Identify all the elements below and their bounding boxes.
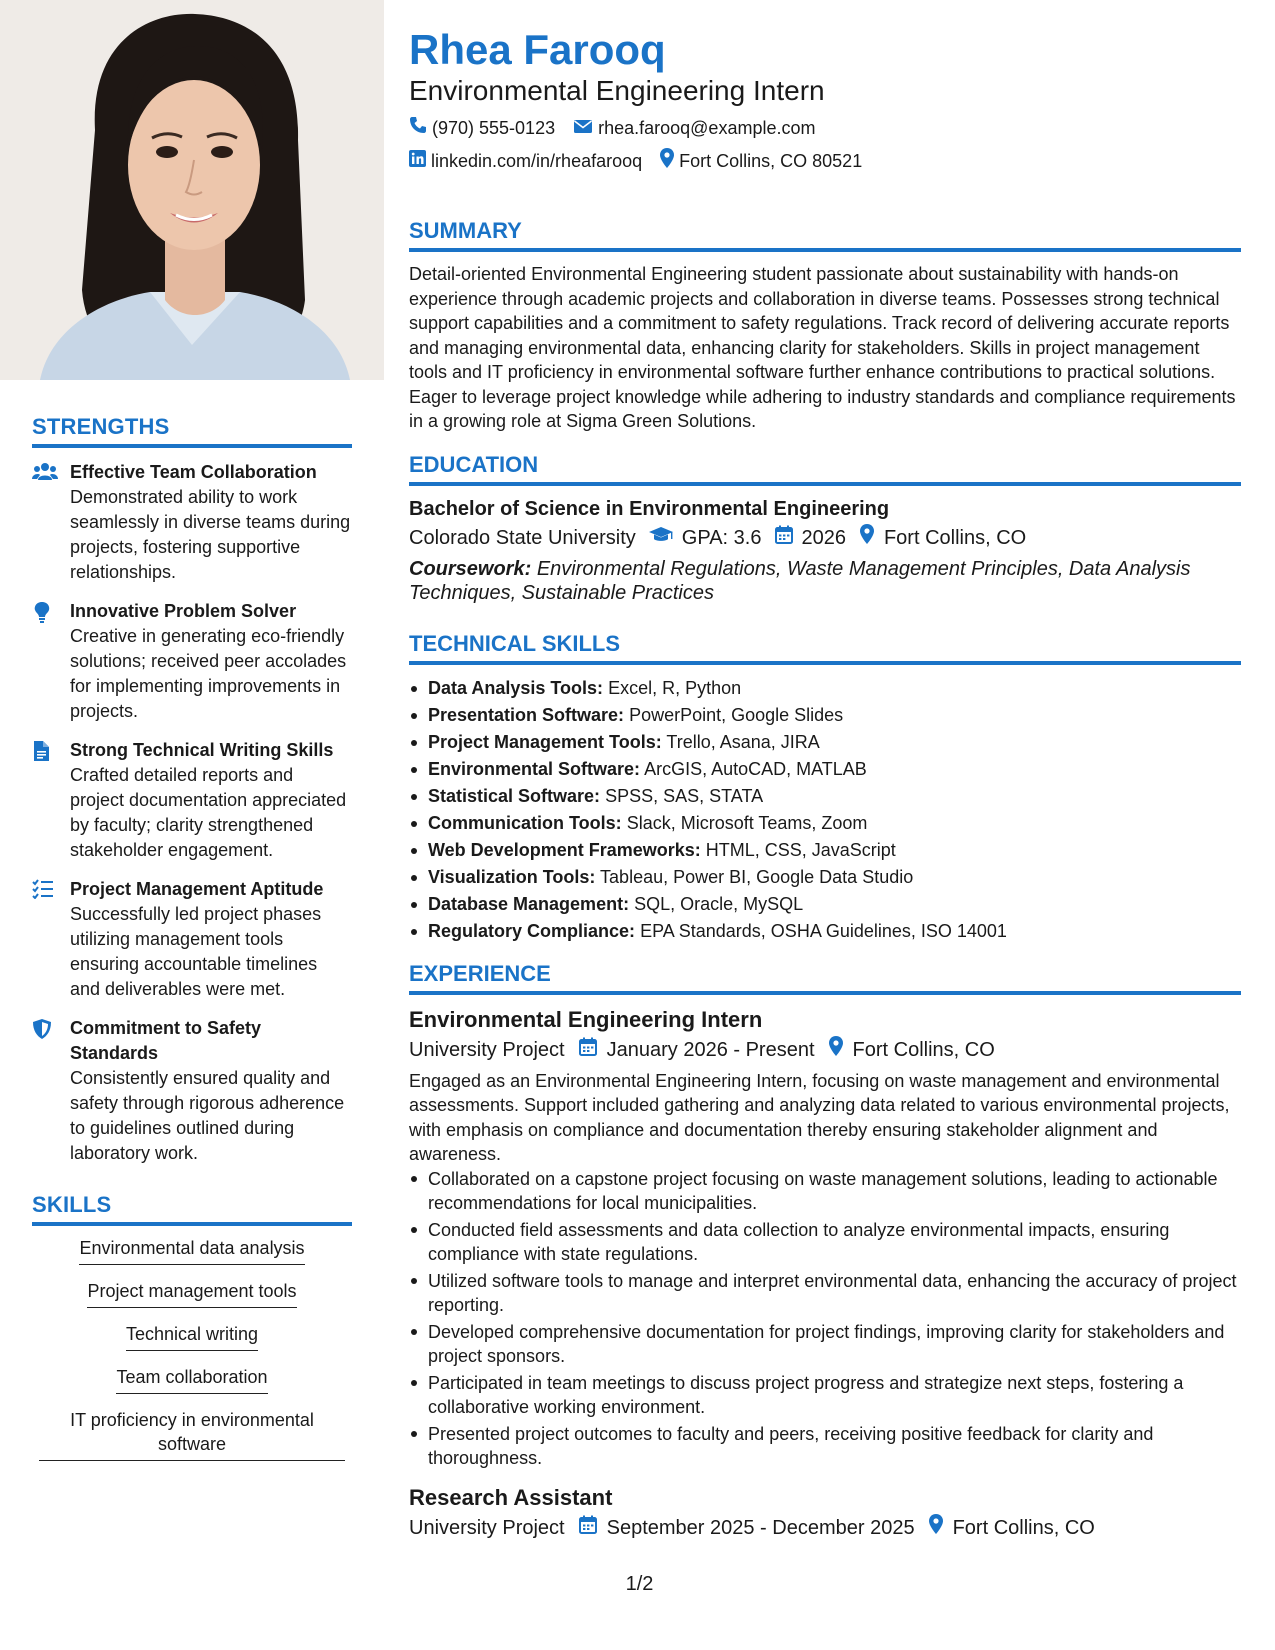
skill-values: SQL, Oracle, MySQL (634, 893, 804, 914)
skill-category: Regulatory Compliance: (428, 920, 636, 941)
list-item (409, 675, 1241, 702)
job-entry (409, 1005, 1241, 1471)
list-item: Participated in team meetings to discuss project progress and strategize next steps, fostering a collaborative working environment. (409, 1371, 1241, 1420)
strength-description: Crafted detailed reports and project documentation appreciated by faculty; clarity strengthened stakeholder engagement. (70, 765, 347, 860)
skill-values: Tableau, Power BI, Google Data Studio (600, 866, 914, 887)
technical-skills-divider (409, 661, 1241, 665)
list-item: Collaborated on a capstone project focusing on waste management solutions, leading to actionable recommendations for local municipalities. (409, 1167, 1241, 1216)
job-meta (409, 1513, 1241, 1543)
calendar-icon (761, 523, 801, 553)
strength-item (32, 599, 352, 724)
email-icon (573, 116, 598, 140)
strength-title: Effective Team Collaboration (70, 462, 317, 482)
phone-icon (409, 116, 432, 140)
users-icon (32, 460, 70, 585)
skill-category: Web Development Frameworks: (428, 839, 701, 860)
list-item (409, 891, 1241, 918)
left-column (0, 0, 384, 1650)
skill-item: Environmental data analysis (79, 1236, 304, 1265)
strength-title: Project Management Aptitude (70, 879, 324, 899)
location-text: Fort Collins, CO 80521 (679, 151, 863, 171)
summary-text: Detail-oriented Environmental Engineering student passionate about sustainability with hands-on experience through academic projects and collaboration in diverse teams. Possesses strong technical support capabilities and a commitment to safety regulations. Track record of delivering accurate reports and managing environmental data, enhancing clarity for stakeholders. Skills in project management tools and IT proficiency in environmental software further enhance contributions to practical solutions. Eager to leverage project knowledge while adhering to industry standards and compliance requirements in a growing role at Sigma Green Solutions. (409, 264, 1236, 431)
strength-item (32, 877, 352, 1002)
job-location: Fort Collins, CO (852, 1038, 995, 1061)
skill-item: IT proficiency in environmental software (39, 1408, 345, 1461)
candidate-role: Environmental Engineering Intern (409, 75, 825, 106)
education-heading: EDUCATION (409, 451, 539, 477)
experience-heading: EXPERIENCE (409, 960, 551, 986)
shield-icon (32, 1016, 70, 1166)
graduation-cap-icon (636, 523, 682, 553)
experience-divider (409, 991, 1241, 995)
strength-item (32, 738, 352, 863)
phone-contact (409, 116, 555, 140)
technical-skills-list (409, 675, 1241, 945)
candidate-name: Rhea Farooq (409, 26, 666, 73)
skills-list (32, 1236, 352, 1475)
strength-title: Strong Technical Writing Skills (70, 740, 334, 760)
degree-title: Bachelor of Science in Environmental Engineering (409, 497, 890, 520)
list-item (409, 810, 1241, 837)
map-pin-icon (915, 1513, 953, 1543)
skill-values: SPSS, SAS, STATA (605, 785, 764, 806)
strength-item (32, 460, 352, 585)
job-meta (409, 1035, 1241, 1065)
profile-photo (0, 0, 384, 380)
education-location: Fort Collins, CO (883, 526, 1027, 549)
skill-category: Project Management Tools: (428, 731, 662, 752)
strengths-heading: STRENGTHS (32, 414, 170, 439)
skill-category: Presentation Software: (428, 704, 625, 725)
job-bullets (409, 1167, 1241, 1471)
contact-row (409, 116, 1241, 140)
strength-title: Innovative Problem Solver (70, 601, 297, 621)
email-contact[interactable] (573, 116, 815, 140)
summary-divider (409, 248, 1241, 252)
gpa-text: GPA: 3.6 (681, 526, 762, 549)
job-description: Engaged as an Environmental Engineering Intern, focusing on waste management and environmental assessments. Support included gathering and analyzing data related to various environmental projects, with emphasis on compliance and documentation thereby ensuring stakeholder alignment and awareness. (409, 1070, 1230, 1164)
page-indicator (0, 1573, 1275, 1596)
skill-values: Slack, Microsoft Teams, Zoom (626, 812, 868, 833)
list-item (409, 756, 1241, 783)
summary-heading: SUMMARY (409, 218, 522, 243)
skill-values: PowerPoint, Google Slides (629, 704, 844, 725)
skill-item: Team collaboration (116, 1365, 267, 1394)
document-icon (32, 738, 70, 863)
strength-item (32, 1016, 352, 1166)
education-meta (409, 523, 1241, 553)
job-dates: January 2026 - Present (606, 1038, 815, 1061)
main-column (409, 0, 1241, 1543)
list-item: Conducted field assessments and data collection to analyze environmental impacts, ensuring compliance with state regulations. (409, 1218, 1241, 1267)
list-item (409, 918, 1241, 945)
list-item: Presented project outcomes to faculty and peers, receiving positive feedback for clarity and thoroughness. (409, 1422, 1241, 1471)
skill-values: HTML, CSS, JavaScript (705, 839, 896, 860)
job-title: Research Assistant (409, 1484, 613, 1510)
page-number: 1/2 (625, 1573, 654, 1595)
job-org: University Project (409, 1516, 565, 1539)
list-item: Utilized software tools to manage and interpret environmental data, enhancing the accuracy of project reporting. (409, 1269, 1241, 1318)
strength-description: Consistently ensured quality and safety through rigorous adherence to guidelines outlined during laboratory work. (70, 1068, 345, 1163)
map-pin-icon (815, 1035, 853, 1065)
skills-divider (32, 1222, 352, 1226)
email-text[interactable]: rhea.farooq@example.com (598, 118, 816, 138)
list-item (409, 729, 1241, 756)
contact-row-2 (409, 148, 1241, 174)
skill-values: ArcGIS, AutoCAD, MATLAB (644, 758, 867, 779)
skill-item: Technical writing (126, 1322, 258, 1351)
skill-values: EPA Standards, OSHA Guidelines, ISO 14001 (640, 920, 1007, 941)
skill-category: Visualization Tools: (428, 866, 596, 887)
skill-category: Database Management: (428, 893, 630, 914)
task-list-icon (32, 877, 70, 1002)
phone-text: (970) 555-0123 (432, 118, 556, 138)
coursework (409, 557, 1241, 605)
technical-skills-heading: TECHNICAL SKILLS (409, 630, 621, 656)
education-divider (409, 482, 1241, 486)
strength-description: Creative in generating eco-friendly solutions; received peer accolades for implementing improvements in projects. (70, 626, 347, 721)
map-pin-icon (660, 148, 679, 174)
job-dates: September 2025 - December 2025 (606, 1516, 915, 1539)
calendar-icon (565, 1513, 607, 1543)
skill-category: Data Analysis Tools: (428, 677, 604, 698)
list-item (409, 837, 1241, 864)
coursework-label: Coursework: (409, 557, 532, 580)
job-location: Fort Collins, CO (952, 1516, 1095, 1539)
skill-values: Excel, R, Python (608, 677, 742, 698)
coursework-list: Environmental Regulations, Waste Management Principles, Data Analysis Techniques, Sustainable Practices (409, 557, 1191, 604)
strength-title: Commitment to Safety Standards (70, 1018, 262, 1063)
skill-category: Statistical Software: (428, 785, 601, 806)
skill-category: Environmental Software: (428, 758, 641, 779)
list-item (409, 864, 1241, 891)
skill-values: Trello, Asana, JIRA (666, 731, 820, 752)
linkedin-contact[interactable] (409, 148, 642, 174)
linkedin-text[interactable]: linkedin.com/in/rheafarooq (431, 151, 643, 171)
lightbulb-icon (32, 599, 70, 724)
strengths-divider (32, 444, 352, 448)
map-pin-icon (846, 523, 884, 553)
linkedin-icon (409, 149, 431, 173)
strength-description: Demonstrated ability to work seamlessly in diverse teams during projects, fostering supportive relationships. (70, 487, 351, 582)
skill-item: Project management tools (87, 1279, 296, 1308)
list-item: Developed comprehensive documentation for project findings, improving clarity for stakeholders and project sponsors. (409, 1320, 1241, 1369)
school-name: Colorado State University (409, 526, 636, 549)
strength-description: Successfully led project phases utilizing management tools ensuring accountable timelines and deliverables were met. (70, 904, 322, 999)
list-item (409, 783, 1241, 810)
job-title: Environmental Engineering Intern (409, 1006, 763, 1032)
location-contact (660, 148, 862, 174)
strengths-list (32, 460, 352, 1166)
calendar-icon (565, 1035, 607, 1065)
skills-heading: SKILLS (32, 1192, 112, 1217)
list-item (409, 702, 1241, 729)
skill-category: Communication Tools: (428, 812, 622, 833)
graduation-year: 2026 (801, 526, 846, 549)
job-org: University Project (409, 1038, 565, 1061)
job-entry (409, 1483, 1241, 1543)
